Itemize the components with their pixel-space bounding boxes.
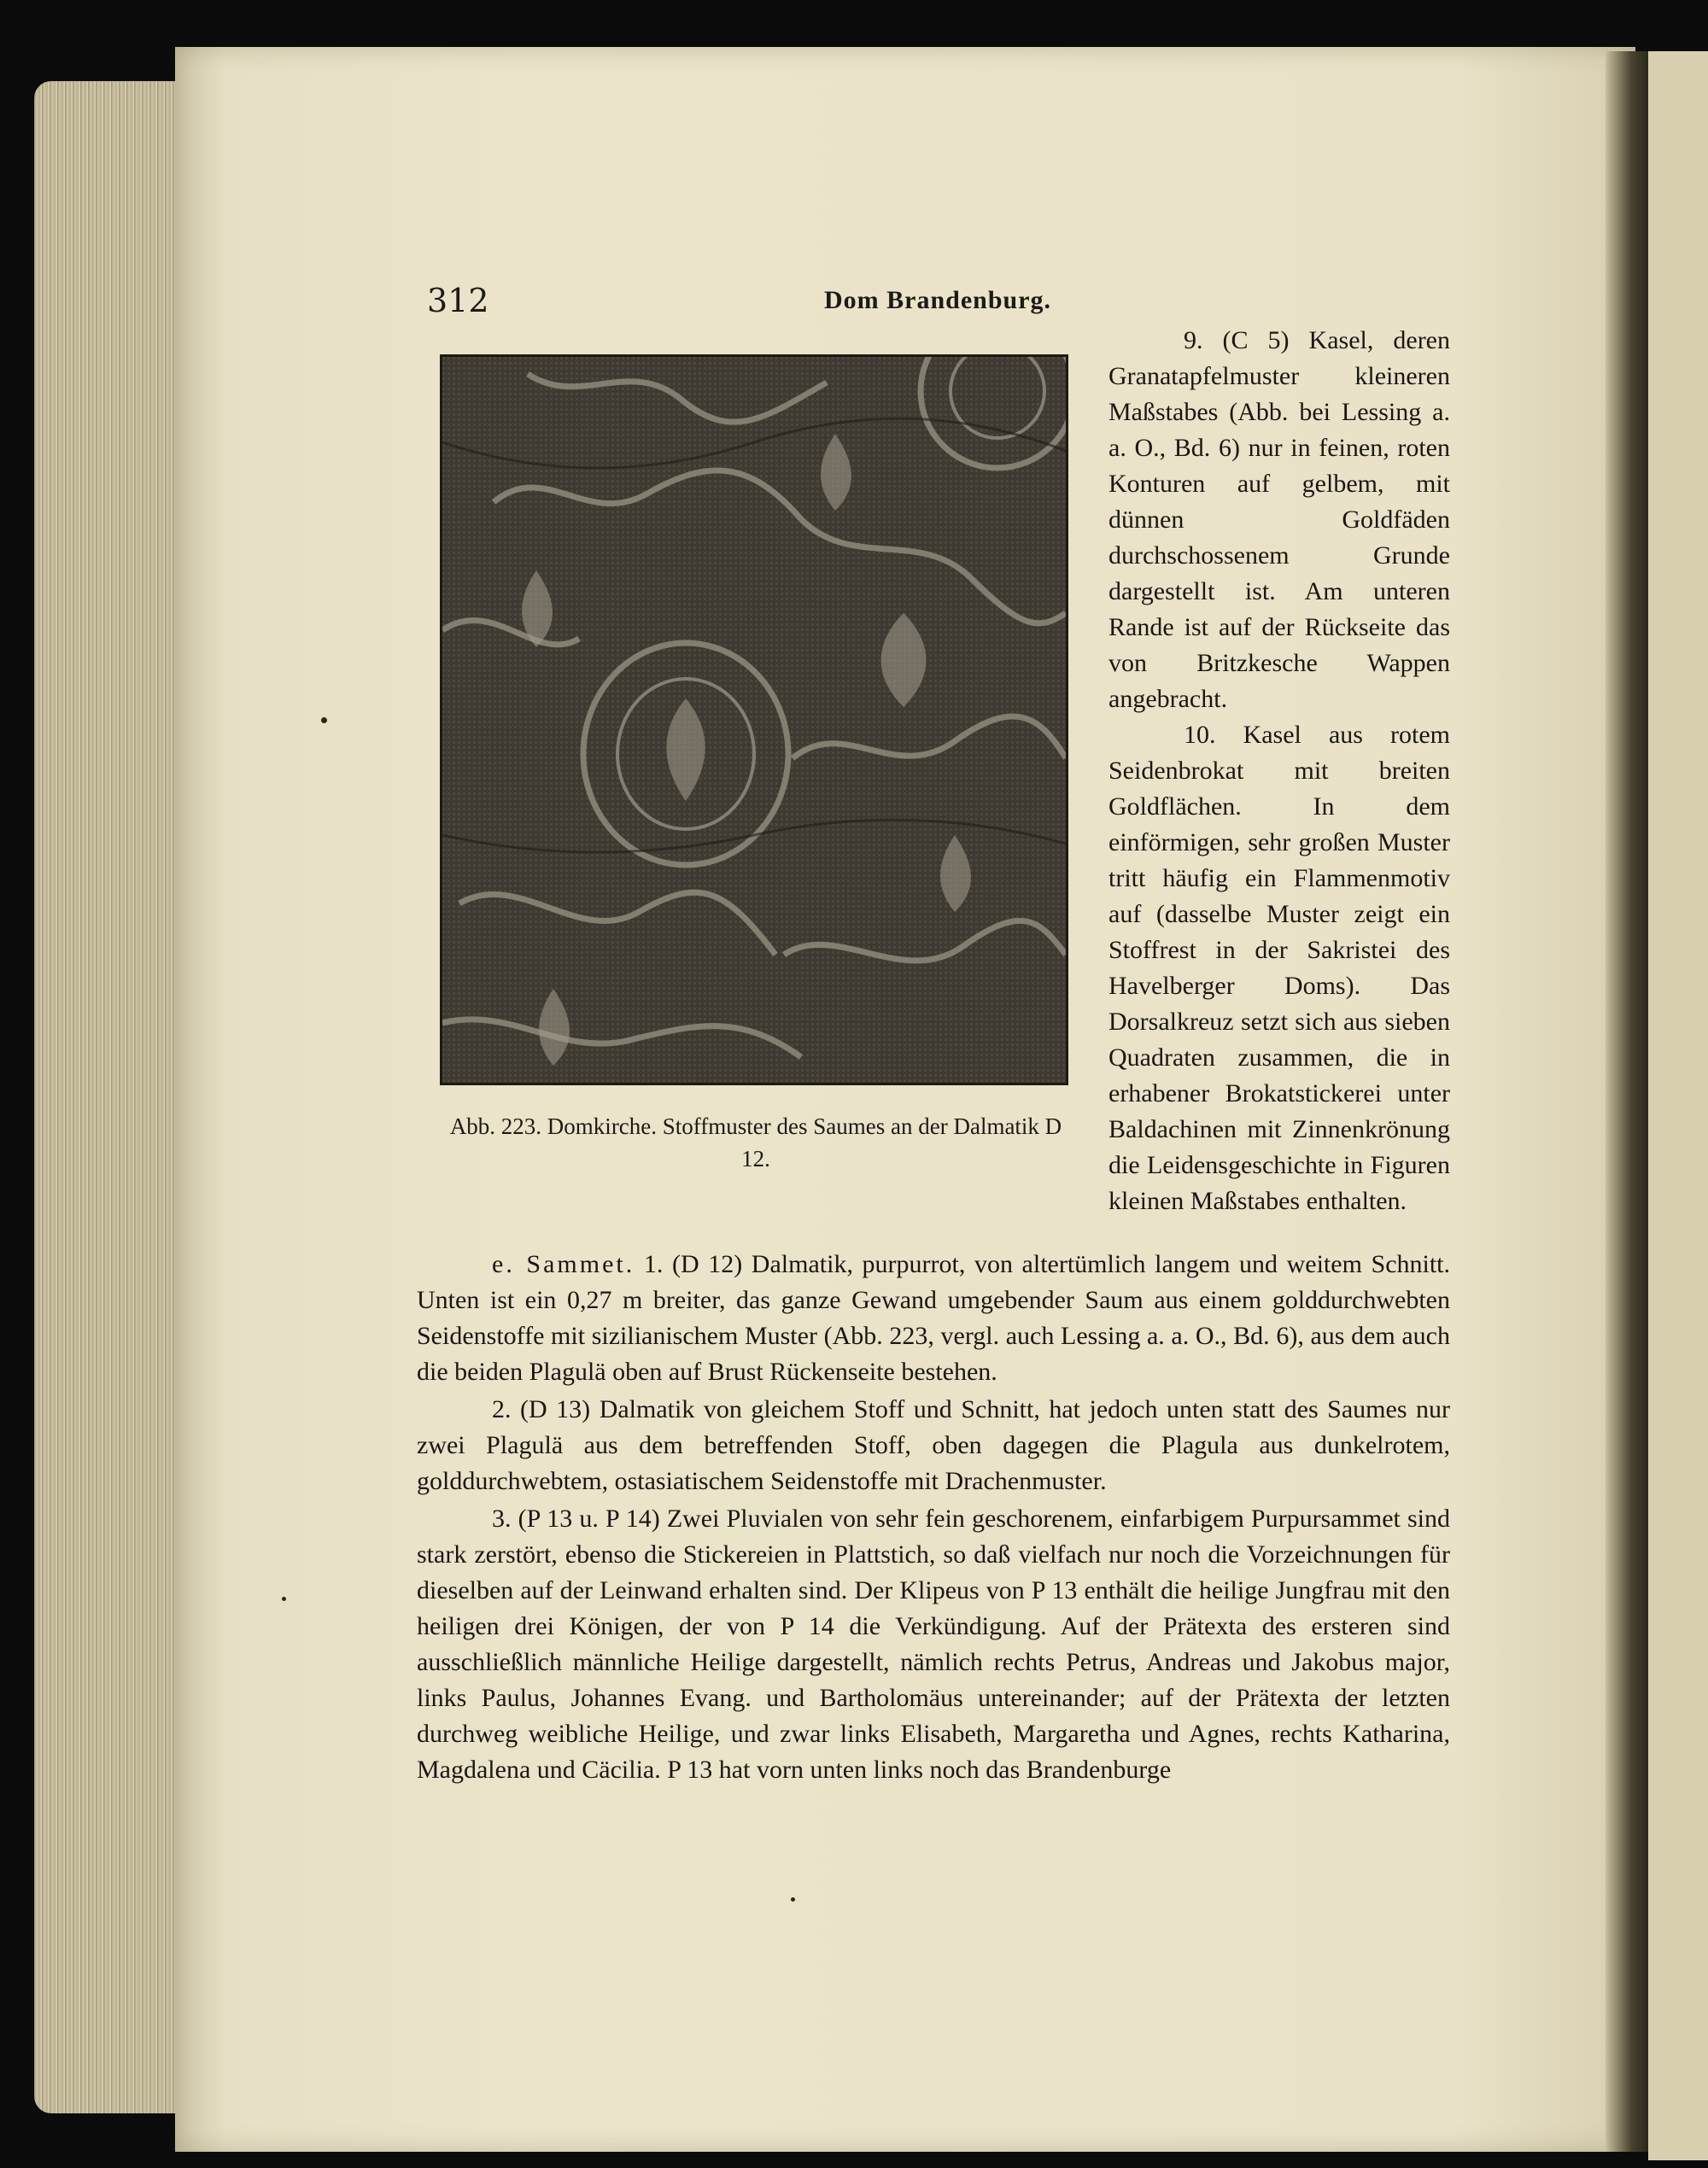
main-body-text (417, 1247, 1450, 1790)
ink-speck (321, 717, 327, 723)
brocade-pattern-drawing (442, 357, 1066, 1083)
ink-speck (791, 1897, 795, 1902)
section-label: e. Sammet. (492, 1250, 635, 1278)
page-edges (34, 81, 184, 2113)
sammet-paragraph-2: 2. (D 13) Dalmatik von gleichem Stoff und Schnitt, hat jedoch unten statt des Saumes nur zwei Plagulä aus dem betreffenden Stoff, oben dagegen die Plagula aus dunkelrotem, golddurchwebtem, ostasiatischem Seidenstoffe mit Drachenmuster. (417, 1395, 1450, 1495)
running-title: Dom Brandenburg. (824, 286, 1052, 314)
ink-speck (282, 1597, 286, 1601)
page-number: 312 (427, 282, 489, 319)
figure-caption: Abb. 223. Domkirche. Stoffmuster des Saumes an der Dalmatik D 12. (449, 1113, 1062, 1172)
sammet-paragraph-1 (417, 1247, 1450, 1390)
side-column-text (1108, 323, 1450, 1219)
fabric-pattern-image (440, 354, 1068, 1085)
item-10-paragraph: 10. Kasel aus rotem Seidenbrokat mit breiten Goldflächen. In dem einförmigen, sehr großen Muster tritt häufig ein Flammenmotiv auf (dasselbe Muster zeigt ein Stoffrest in der Sakristei des Havelberger Doms). Das Dorsalkreuz setzt sich aus sieben Quadraten zusammen, die in erhabener Brokatstickerei unter Baldachinen mit Zinnenkrönung die Leidensgeschichte in Figuren kleinen Maßstabes enthalten. (1108, 721, 1450, 1215)
sammet-item-1: 1. (D 12) Dalmatik, purpurrot, von altertümlich langem und weitem Schnitt. Unten ist ein 0,27 m breiter, das ganze Gewand umgebender Saum aus einem golddurchwebten Seidenstoffe mit sizilianischem Muster (Abb. 223, vergl. auch Lessing a. a. O., Bd. 6), aus dem auch die beiden Plagulä oben auf Brust Rückenseite bestehen. (417, 1250, 1451, 1386)
sammet-paragraph-3: 3. (P 13 u. P 14) Zwei Pluvialen von sehr fein geschorenem, einfarbigem Purpursammet sind stark zerstört, ebenso die Stickereien in Plattstich, so daß vielfach nur noch die Vorzeichnungen für dieselben auf der Leinwand erhalten sind. Der Klipeus von P 13 enthält die heilige Jungfrau mit den heiligen drei Königen, der von P 14 die Verkündigung. Auf der Prätexta des ersteren sind ausschließlich männliche Heilige dargestellt, nämlich rechts Petrus, Andreas und Jakobus major, links Paulus, Johannes Evang. und Bartholomäus untereinander; auf der Prätexta der letzten durchweg weibliche Heilige, und zwar links Elisabeth, Margaretha und Agnes, rechts Katharina, Magdalena und Cäcilia. P 13 hat vorn unten links noch das Brandenburge (417, 1505, 1450, 1784)
item-9-paragraph: 9. (C 5) Kasel, deren Granatapfelmuster kleineren Maßstabes (Abb. bei Lessing a. a. O., Bd. 6) nur in feinen, roten Konturen auf gelbem, mit dünnen Goldfäden durchschossenem Grunde dargestellt ist. Am unteren Rande ist auf der Rückseite das von Britzkesche Wappen angebracht. (1108, 326, 1450, 713)
facing-page-edge (1648, 51, 1708, 2160)
